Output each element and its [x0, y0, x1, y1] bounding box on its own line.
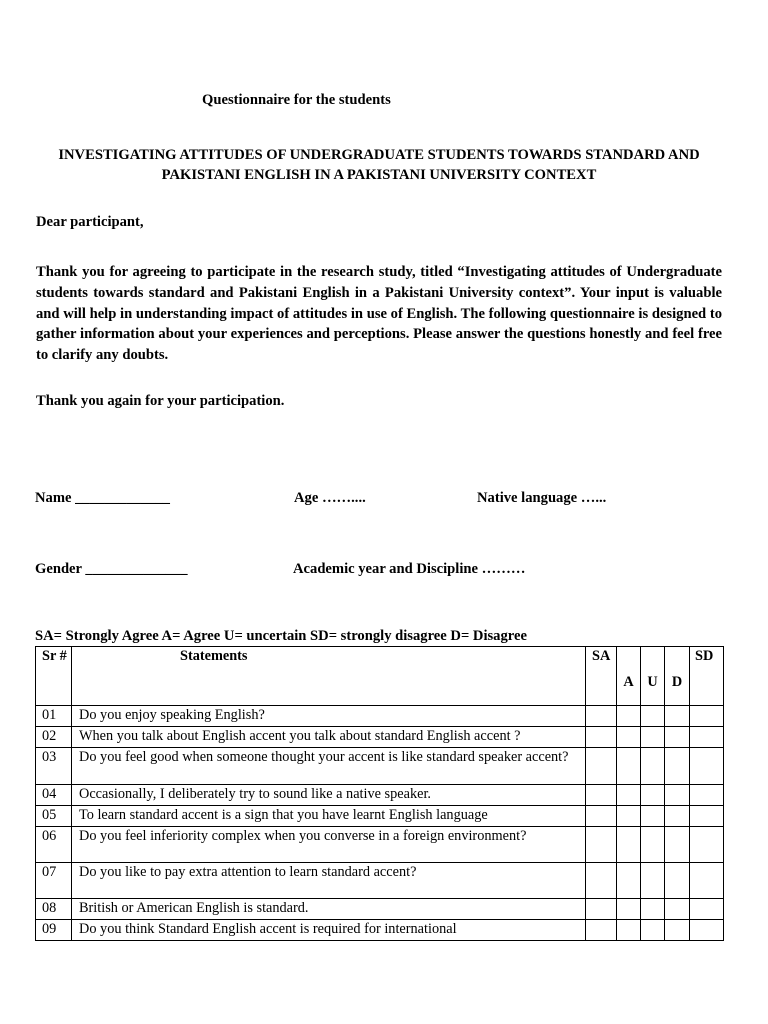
response-cell-sa[interactable]	[586, 727, 617, 748]
response-cell-d[interactable]	[665, 806, 690, 827]
response-cell-d[interactable]	[665, 706, 690, 727]
row-statement: Do you think Standard English accent is required for international	[72, 920, 586, 941]
row-statement: Do you feel good when someone thought your accent is like standard speaker accent?	[72, 748, 586, 785]
age-field[interactable]: Age ……....	[294, 490, 366, 506]
response-cell-u[interactable]	[641, 706, 665, 727]
row-number: 07	[36, 863, 72, 899]
response-cell-d[interactable]	[665, 920, 690, 941]
table-row	[36, 748, 724, 785]
response-cell-u[interactable]	[641, 899, 665, 920]
study-title: INVESTIGATING ATTITUDES OF UNDERGRADUATE STUDENTS TOWARDS STANDARD AND PAKISTANI ENGLISH IN A PAKISTANI UNIVERSITY CONTEXT	[58, 147, 700, 183]
scale-legend: SA= Strongly Agree A= Agree U= uncertain SD= strongly disagree D= Disagree	[35, 628, 527, 644]
response-cell-sd[interactable]	[690, 827, 724, 863]
header-u: U	[641, 647, 665, 706]
response-cell-a[interactable]	[617, 827, 641, 863]
intro-paragraph: Thank you for agreeing to participate in the research study, titled “Investigating attitudes of Undergraduate students towards standard and Pakistani English in a Pakistani University context”. Your input is valuable and will help in understanding impact of attitudes in use of English. The following questionnaire is designed to gather information about your experiences and perceptions. Please answer the questions honestly and feel free to clarify any doubts.	[36, 264, 722, 364]
header-a: A	[617, 647, 641, 706]
response-cell-sa[interactable]	[586, 806, 617, 827]
table-row	[36, 785, 724, 806]
table-row	[36, 863, 724, 899]
response-cell-d[interactable]	[665, 785, 690, 806]
response-cell-sa[interactable]	[586, 785, 617, 806]
row-number: 03	[36, 748, 72, 785]
response-cell-sd[interactable]	[690, 727, 724, 748]
questionnaire-table	[35, 646, 724, 941]
response-cell-u[interactable]	[641, 827, 665, 863]
row-number: 08	[36, 899, 72, 920]
table-row	[36, 899, 724, 920]
response-cell-u[interactable]	[641, 727, 665, 748]
row-statement: Do you feel inferiority complex when you converse in a foreign environment?	[72, 827, 586, 863]
header-sa: SA	[586, 647, 617, 706]
native-language-field[interactable]: Native language …...	[477, 490, 607, 506]
academic-year-field[interactable]: Academic year and Discipline ………	[293, 561, 526, 577]
response-cell-sd[interactable]	[690, 920, 724, 941]
response-cell-a[interactable]	[617, 706, 641, 727]
table-header-row	[36, 647, 724, 706]
greeting: Dear participant,	[36, 214, 144, 230]
name-field[interactable]: Name _____________	[35, 490, 170, 506]
header-d: D	[665, 647, 690, 706]
row-number: 01	[36, 706, 72, 727]
table-row	[36, 827, 724, 863]
response-cell-d[interactable]	[665, 727, 690, 748]
response-cell-sd[interactable]	[690, 899, 724, 920]
response-cell-a[interactable]	[617, 727, 641, 748]
response-cell-u[interactable]	[641, 920, 665, 941]
response-cell-sd[interactable]	[690, 806, 724, 827]
header-sr: Sr #	[36, 647, 72, 706]
response-cell-a[interactable]	[617, 806, 641, 827]
response-cell-a[interactable]	[617, 920, 641, 941]
row-number: 05	[36, 806, 72, 827]
response-cell-sa[interactable]	[586, 899, 617, 920]
response-cell-sd[interactable]	[690, 863, 724, 899]
row-number: 02	[36, 727, 72, 748]
response-cell-u[interactable]	[641, 785, 665, 806]
table-row	[36, 806, 724, 827]
response-cell-sd[interactable]	[690, 748, 724, 785]
row-number: 09	[36, 920, 72, 941]
response-cell-sa[interactable]	[586, 748, 617, 785]
row-number: 04	[36, 785, 72, 806]
response-cell-sa[interactable]	[586, 863, 617, 899]
row-statement: Do you enjoy speaking English?	[72, 706, 586, 727]
table-row	[36, 727, 724, 748]
response-cell-sd[interactable]	[690, 785, 724, 806]
response-cell-sa[interactable]	[586, 827, 617, 863]
table-row	[36, 706, 724, 727]
response-cell-a[interactable]	[617, 748, 641, 785]
row-statement: Occasionally, I deliberately try to sound like a native speaker.	[72, 785, 586, 806]
row-number: 06	[36, 827, 72, 863]
response-cell-u[interactable]	[641, 863, 665, 899]
row-statement: When you talk about English accent you talk about standard English accent ?	[72, 727, 586, 748]
response-cell-d[interactable]	[665, 899, 690, 920]
response-cell-d[interactable]	[665, 863, 690, 899]
row-statement: To learn standard accent is a sign that you have learnt English language	[72, 806, 586, 827]
row-statement: Do you like to pay extra attention to learn standard accent?	[72, 863, 586, 899]
response-cell-d[interactable]	[665, 748, 690, 785]
thanks-line: Thank you again for your participation.	[36, 393, 285, 409]
response-cell-d[interactable]	[665, 827, 690, 863]
response-cell-a[interactable]	[617, 863, 641, 899]
header-statements: Statements	[72, 647, 586, 706]
response-cell-sd[interactable]	[690, 706, 724, 727]
response-cell-a[interactable]	[617, 785, 641, 806]
table-row	[36, 920, 724, 941]
response-cell-a[interactable]	[617, 899, 641, 920]
response-cell-u[interactable]	[641, 806, 665, 827]
questionnaire-header: Questionnaire for the students	[202, 92, 391, 108]
response-cell-sa[interactable]	[586, 706, 617, 727]
row-statement: British or American English is standard.	[72, 899, 586, 920]
header-sd: SD	[690, 647, 724, 706]
response-cell-u[interactable]	[641, 748, 665, 785]
gender-field[interactable]: Gender ______________	[35, 561, 188, 577]
response-cell-sa[interactable]	[586, 920, 617, 941]
